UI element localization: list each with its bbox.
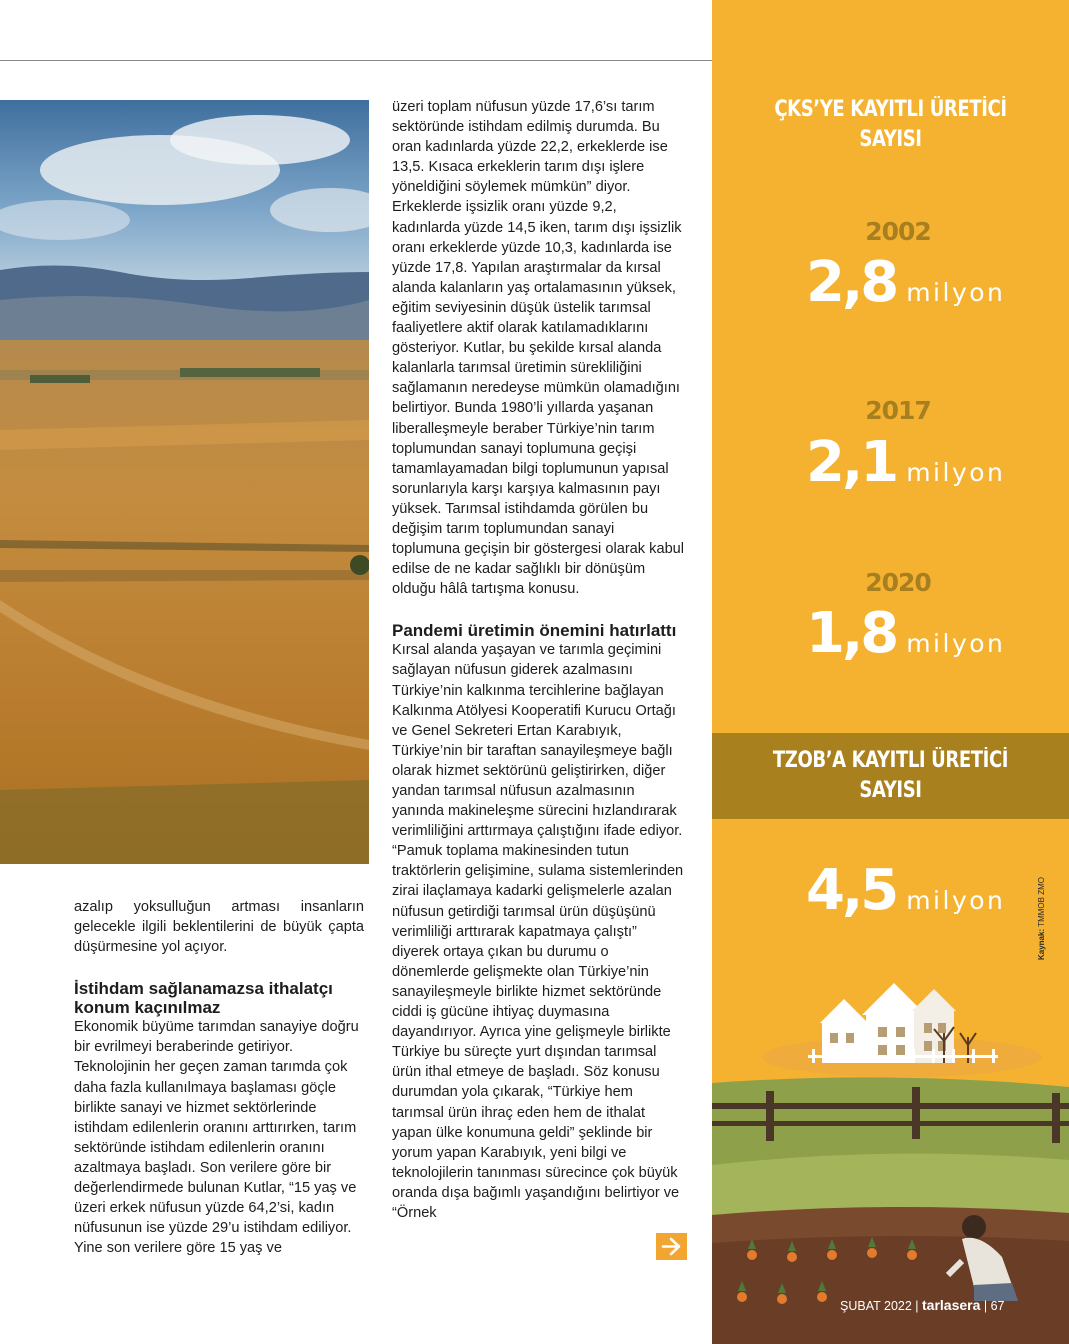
article-column-left (74, 897, 364, 1258)
year-label: 2020 (865, 568, 931, 597)
section-heading: İstihdam sağlanamazsa ithalatçı konum kaçınılmaz (74, 979, 333, 1018)
top-rule (0, 60, 712, 61)
farm-illustration (712, 975, 1069, 1344)
stat-unit: milyon (906, 629, 1006, 658)
source-value: TMMOB ZMO (1037, 877, 1046, 927)
arrow-right-icon (656, 1233, 687, 1260)
article-paragraph: azalıp yoksulluğun artması insanların gelecekle ilgili beklentilerini de büyük çapta düşürmesine yol açıyor. (74, 899, 364, 956)
page-footer: ŞUBAT 2022 | tarlasera | 67 (840, 1297, 1005, 1313)
article-paragraph: Kırsal alanda yaşayan ve tarımla geçimini sağlayan nüfusun giderek azalmasını Türkiye’nin kalkınma tercihlerine bağlayan Kalkınma Atölyesi Kooperatifi Kurucu Ortağı ve Genel Sekreteri Ertan Karabıyık, Türkiye’nin bir taraftan sanayileşmeye bağlı olarak hizmet sektörünü geliştirirken, diğer yandan tarımsal nüfusun azalmasının yanında makineleşme sürecini hızlandırarak verimliliğini arttırmaya çalıştığını ifade ediyor. “Pamuk toplama makinesinden tutun traktörlerin gelişimine, sulama sistemlerinden zirai ilaçlamaya kadarki gelişmelerle azalan nüfusun getirdiği tarımsal ürün düşüşünü verimliliği arttırarak kapatmaya çalıştı” diyerek ortaya çıkan bu durumu o dönemlerde gelişmekte olan Türkiye’nin sanayileşmeyle birlikte hizmet sektöründe ciddi iş gücüne ihtiyaç duymasına dayandırıyor. Ayrıca yine gelişmeyle birlikte Türkiye bu süreçte yurt dışından tarımsal ürün ithal etmeye de başladı. Söz konusu durumdan yola çıkarak, “Türkiye hem tarımsal ürün ihraç eden hem de ithalat yapan ülke konumuna geldi” şeklinde bir yorum yapan Karabıyık, yeni bilgi ve teknolojilerin tanınması sürecince çok büyük oranda dışa bağımlı yaşandığını belirtiyor ve “Örnek (392, 642, 684, 1221)
stat-number: 2,8 (806, 250, 897, 315)
next-page-button[interactable] (656, 1233, 687, 1260)
footer-brand: tarlasera (922, 1297, 981, 1313)
landscape-photo (0, 100, 369, 864)
source-label: Kaynak: (1037, 928, 1046, 960)
stat-value (806, 858, 1005, 923)
article-paragraph: Ekonomik büyüme tarımdan sanayiye doğru bir evrilmeyi beraberinde getiriyor. Teknolojinin her geçen zaman tarımda çok daha fazla kullanılmaya başlaması göçle birlikte sanayi ve hizmet sektörlerinde istihdam edilenlerin oranını arttırırken, tarım sektöründe istihdam edilenlerin oranını azaltmaya başladı. Son verilere göre bir değerlendirmede bulunan Kutlar, “15 yaş ve üzeri erkek nüfusun yüzde 64,2’si, kadın nüfusunun ise yüzde 29’u istihdam ediliyor. Yine son verilere göre 15 yaş ve (74, 1019, 359, 1257)
stat-number: 4,5 (806, 858, 897, 923)
stat-unit: milyon (906, 886, 1006, 915)
cks-title: ÇKS’YE KAYITLI ÜRETİCİ SAYISI (774, 97, 1007, 152)
article-paragraph: üzeri toplam nüfusun yüzde 17,6’sı tarım sektöründe istihdam edilmiş durumda. Bu oran kadınlarda yüzde 22,2, erkeklerde ise 13,5. Kısaca erkeklerin tarım dışı işlere yöneldiğini söylemek mümkün” diyor. Erkeklerde işsizlik oranı yüzde 9,2, kadınlarda yüzde 14,5 iken, tarım dışı işsizlik oranı erkeklerde yüzde 10,3, kadınlarda ise yüzde 17,8. Yapılan araştırmalar da kırsal alanda kalanların yaş ortalamasının yüksek, eğitim seviyesinin düşük üstelik tarımsal faaliyetlere aktif olarak katılamadıklarını gösteriyor. Kutlar, bu şekilde kırsal alanda kalanlarla tarımsal üretimin sürekliliğini sağlamanın neredeyse mümkün olamadığını belirtiyor. Bunda 1980’li yıllarda yaşanan liberalleşmeyle beraber Türkiye’nin tarım toplumundan sanayi toplumuna geçişi tamamlayamadan bilgi toplumunun yapısal sorunlarıyla karşı karşıya kalmasının payı yüksek. Tarımsal istihdamda görülen bu değişim tarım toplumundan sanayi toplumuna geçişin bir göstergesi olarak kabul edilse de ne kadar sağlıklı bir dönüşüm olduğu hâlâ tartışma konusu. (392, 99, 685, 598)
year-label: 2002 (865, 217, 931, 246)
source-note (1037, 877, 1046, 960)
stat-number: 2,1 (806, 430, 897, 495)
article-column-middle (392, 97, 686, 1223)
stat-value (806, 430, 1005, 495)
year-label: 2017 (865, 396, 931, 425)
page-number: 67 (990, 1299, 1005, 1313)
section-heading: Pandemi üretimin önemini hatırlattı (392, 621, 677, 641)
tzob-title: TZOB’A KAYITLI ÜRETİCİ SAYISI (772, 748, 1009, 803)
footer-month: ŞUBAT 2022 (840, 1299, 912, 1313)
stat-value (806, 601, 1005, 666)
stat-unit: milyon (906, 458, 1006, 487)
house-icon (820, 983, 956, 1063)
stat-unit: milyon (906, 278, 1006, 307)
stat-number: 1,8 (806, 601, 897, 666)
tzob-band (712, 733, 1069, 819)
stat-value (806, 250, 1005, 315)
